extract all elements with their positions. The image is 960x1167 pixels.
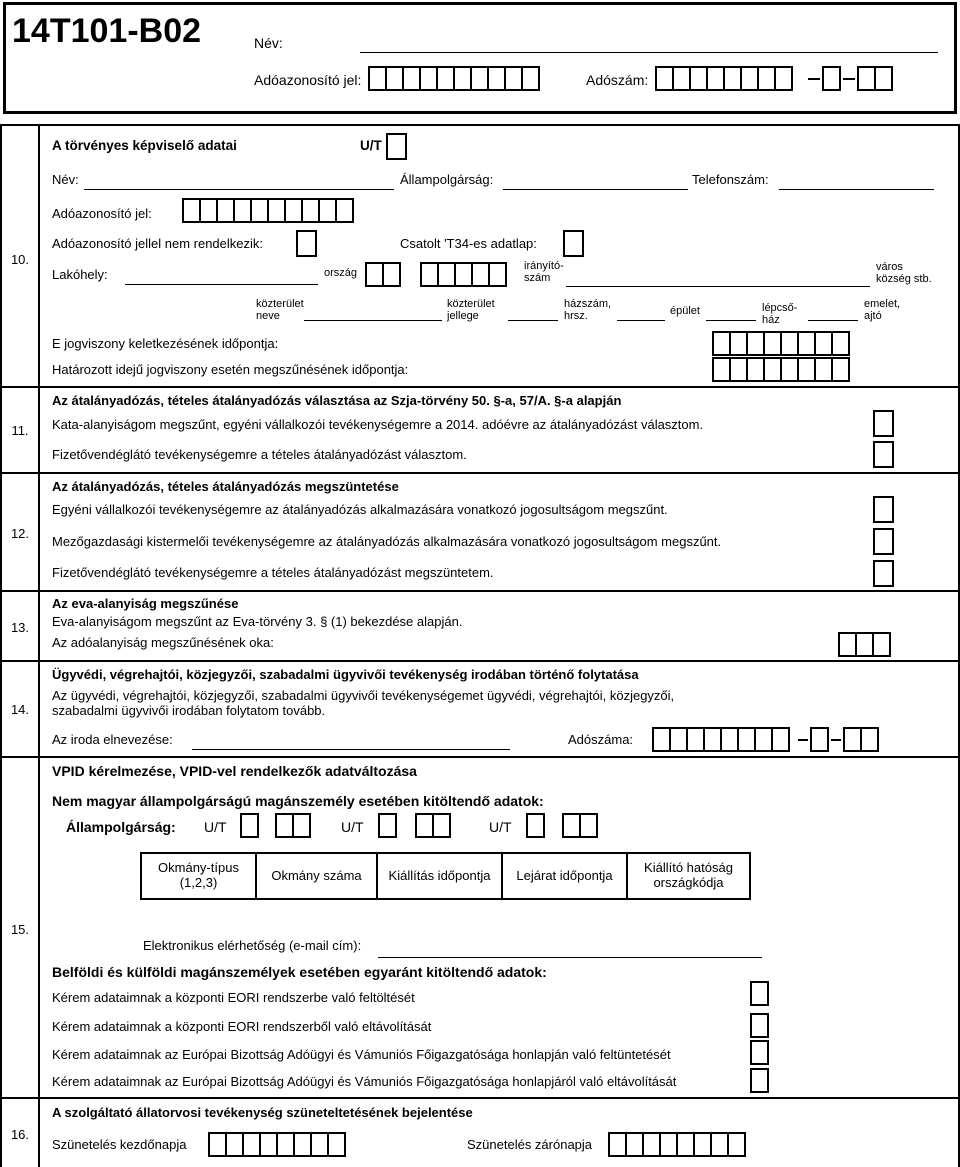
- s15-eori-remove-checkbox[interactable]: [750, 1013, 769, 1038]
- separator-s12-s13: [0, 590, 960, 592]
- s10-house-label-2: hrsz.: [564, 310, 588, 322]
- s15-eori-remove-label: Kérem adataimnak a központi EORI rendszerből való eltávolítását: [52, 1019, 432, 1034]
- s15-col-issue-date: [376, 852, 503, 900]
- s10-end-label: Határozott idejű jogviszony esetén megszűnésének időpontja:: [52, 362, 409, 377]
- s14-text-line2: szabadalmi ügyvivői irodában folytatom tovább.: [52, 703, 326, 718]
- s15-ut-label-3: U/T: [489, 819, 512, 835]
- s15-eu-add-label: Kérem adataimnak az Európai Bizottság Adóügyi és Vámuniós Főigazgatósága honlapján való feltüntetését: [52, 1047, 671, 1062]
- s10-country-code-cells[interactable]: [365, 262, 399, 287]
- s10-stair-label-1: lépcső-: [762, 302, 798, 314]
- s15-col-issue-date-text: Kiállítás időpontja: [388, 867, 491, 883]
- s15-ut-checkbox-3[interactable]: [526, 813, 545, 838]
- s15-citizenship-label: Állampolgárság:: [66, 819, 176, 835]
- s15-col-doc-number: [255, 852, 378, 900]
- s16-start-label: Szünetelés kezdőnapja: [52, 1137, 187, 1152]
- header-dash-1: [808, 78, 820, 80]
- s10-start-label: E jogviszony keletkezésének időpontja:: [52, 336, 279, 351]
- s11-item2-checkbox[interactable]: [873, 441, 894, 468]
- s12-item3-checkbox[interactable]: [873, 560, 894, 587]
- s10-floor-label-1: emelet,: [864, 298, 901, 310]
- s10-stair-label-2: ház: [762, 314, 780, 326]
- separator-s11-s12: [0, 472, 960, 474]
- s15-citizenship-code-cells-2[interactable]: [415, 813, 449, 838]
- s12-item2-checkbox[interactable]: [873, 528, 894, 555]
- s15-col-issuer: [626, 852, 751, 900]
- s15-eori-add-checkbox[interactable]: [750, 981, 769, 1006]
- header-tax-id-cells[interactable]: [368, 66, 538, 91]
- s10-t34-label: Csatolt 'T34-es adatlap:: [400, 236, 537, 251]
- s15-ut-label-1: U/T: [204, 819, 227, 835]
- header-tax-id-label: Adóazonosító jel:: [254, 72, 362, 88]
- s14-tax-number-label: Adószáma:: [568, 732, 634, 747]
- s15-eu-remove-checkbox[interactable]: [750, 1068, 769, 1093]
- s14-office-input[interactable]: [192, 749, 510, 750]
- s13-reason-code-cells[interactable]: [838, 632, 889, 657]
- s12-item1-label: Egyéni vállalkozói tevékenységemre az átalányadózás alkalmazására vonatkozó jogosultságom megszűnt.: [52, 502, 668, 517]
- s10-floor-label-2: ajtó: [864, 310, 882, 322]
- header-tax-number-cells[interactable]: [655, 66, 791, 91]
- s10-end-date-cells[interactable]: [712, 357, 848, 382]
- s14-tax-number-cells[interactable]: [652, 727, 788, 752]
- s15-col-expiry-date: [501, 852, 628, 900]
- separator-s14-s15: [0, 756, 960, 758]
- s14-vat-code-cell[interactable]: [810, 727, 829, 752]
- s10-name-input[interactable]: [84, 189, 394, 190]
- s10-street-name-input[interactable]: [304, 320, 442, 321]
- s16-number: 16.: [10, 1127, 30, 1142]
- header-tax-number-label: Adószám:: [586, 72, 649, 88]
- s10-title: A törvényes képviselő adatai: [52, 138, 237, 153]
- s15-col-doc-type-line1: Okmány-típus: [158, 860, 239, 876]
- s12-item3-label: Fizetővendéglátó tevékenységemre a tételes átalányadózást megszüntetem.: [52, 565, 494, 580]
- s10-t34-checkbox[interactable]: [563, 230, 584, 257]
- s10-start-date-cells[interactable]: [712, 331, 848, 356]
- s14-dash-2: [831, 739, 841, 741]
- s10-no-tax-id-checkbox[interactable]: [296, 230, 317, 257]
- s15-foreign-title: Nem magyar állampolgárságú magánszemély esetében kitöltendő adatok:: [52, 793, 544, 809]
- s14-number: 14.: [10, 702, 30, 717]
- s15-eu-remove-label: Kérem adataimnak az Európai Bizottság Adóügyi és Vámuniós Főigazgatósága honlapjáról való eltávolítását: [52, 1074, 677, 1089]
- s12-item1-checkbox[interactable]: [873, 496, 894, 523]
- s15-col-expiry-date-text: Lejárat időpontja: [516, 867, 613, 883]
- s10-house-input[interactable]: [617, 320, 665, 321]
- s12-title: Az átalányadózás, tételes átalányadózás megszüntetése: [52, 479, 399, 494]
- s10-number: 10.: [10, 252, 30, 267]
- s11-title: Az átalányadózás, tételes átalányadózás választása az Szja-törvény 50. §-a, 57/A. §-a alapján: [52, 393, 622, 408]
- s10-city-label-1: város: [876, 261, 903, 273]
- s10-tax-id-label: Adóazonosító jel:: [52, 206, 152, 221]
- s11-item2-label: Fizetővendéglátó tevékenységemre a tételes átalányadózást választom.: [52, 447, 467, 462]
- s10-country-label: ország: [324, 267, 358, 279]
- s16-title: A szolgáltató állatorvosi tevékenység szüneteltetésének bejelentése: [52, 1105, 473, 1120]
- s12-item2-label: Mezőgazdasági kistermelői tevékenységemre az átalányadózás alkalmazására vonatkozó jogosultságom megszűnt.: [52, 534, 722, 549]
- s14-office-label: Az iroda elnevezése:: [52, 732, 173, 747]
- s15-citizenship-code-cells-3[interactable]: [562, 813, 596, 838]
- s10-house-label-1: házszám,: [564, 298, 612, 310]
- s15-ut-checkbox-2[interactable]: [378, 813, 397, 838]
- s10-citizenship-label: Állampolgárság:: [400, 172, 494, 187]
- s14-county-code-cells[interactable]: [843, 727, 877, 752]
- s10-phone-label: Telefonszám:: [692, 172, 769, 187]
- s15-ut-checkbox-1[interactable]: [240, 813, 259, 838]
- s10-postal-code-label-1: irányító-: [524, 260, 564, 272]
- s15-col-issuer-line2: országkódja: [653, 875, 724, 890]
- s10-stair-input[interactable]: [808, 320, 858, 321]
- s15-col-doc-type-line2: (1,2,3): [179, 875, 218, 890]
- s14-text-line1: Az ügyvédi, végrehajtói, közjegyzői, szabadalmi ügyvivői tevékenységemet ügyvédi, végrehajtói, közjegyzői,: [52, 688, 675, 703]
- s15-number: 15.: [10, 922, 30, 937]
- s13-item1-label: Eva-alanyiságom megszűnt az Eva-törvény 3. § (1) bekezdése alapján.: [52, 614, 463, 629]
- s10-street-name-label-2: neve: [256, 310, 280, 322]
- s10-tax-id-cells[interactable]: [182, 198, 352, 223]
- s10-street-type-label-1: közterület: [447, 298, 495, 310]
- s12-number: 12.: [10, 526, 30, 541]
- s11-item1-checkbox[interactable]: [873, 410, 894, 437]
- s15-title: VPID kérelmezése, VPID-vel rendelkezők adatváltozása: [52, 763, 417, 779]
- header-name-input[interactable]: [360, 52, 938, 53]
- s15-eori-add-label: Kérem adataimnak a központi EORI rendszerbe való feltöltését: [52, 990, 415, 1005]
- s10-postal-code-label-2: szám: [524, 272, 551, 284]
- s16-start-date-cells[interactable]: [208, 1132, 344, 1157]
- s10-ut-checkbox[interactable]: [386, 133, 407, 160]
- s10-phone-input[interactable]: [779, 189, 934, 190]
- s11-item1-label: Kata-alanyiságom megszűnt, egyéni vállalkozói tevékenységemre a 2014. adóévre az átalányadózást választom.: [52, 417, 704, 432]
- s16-end-label: Szünetelés zárónapja: [467, 1137, 593, 1152]
- s10-name-label: Név:: [52, 172, 79, 187]
- header-name-label: Név:: [254, 35, 283, 51]
- s10-city-label-2: község stb.: [876, 273, 932, 285]
- header-vat-code-cell[interactable]: [822, 66, 841, 91]
- header-dash-2: [843, 78, 855, 80]
- s15-both-title: Belföldi és külföldi magánszemélyek esetében egyaránt kitöltendő adatok:: [52, 964, 547, 980]
- s13-number: 13.: [10, 620, 30, 635]
- header-county-code-cells[interactable]: [857, 66, 891, 91]
- s15-eu-add-checkbox[interactable]: [750, 1040, 769, 1065]
- s10-citizenship-input[interactable]: [503, 189, 688, 190]
- s10-street-name-label-1: közterület: [256, 298, 304, 310]
- s14-dash-1: [798, 739, 808, 741]
- s10-street-type-input[interactable]: [508, 320, 558, 321]
- s15-email-input[interactable]: [378, 957, 762, 958]
- s15-col-doc-type: [140, 852, 257, 900]
- separator-s10-s11: [0, 386, 960, 388]
- s10-building-input[interactable]: [706, 320, 756, 321]
- s10-postal-code-cells[interactable]: [420, 262, 505, 287]
- separator-s15-s16: [0, 1097, 960, 1099]
- s10-city-input[interactable]: [566, 286, 870, 287]
- s15-col-issuer-line1: Kiállító hatóság: [644, 860, 733, 876]
- number-column-divider: [38, 124, 40, 1167]
- s10-country-input[interactable]: [125, 284, 318, 285]
- s10-street-type-label-2: jellege: [447, 310, 479, 322]
- s16-end-date-cells[interactable]: [608, 1132, 744, 1157]
- s13-item2-label: Az adóalanyiság megszűnésének oka:: [52, 635, 274, 650]
- s10-building-label: épület: [670, 305, 700, 317]
- form-code: 14T101-B02: [12, 12, 202, 50]
- s15-ut-label-2: U/T: [341, 819, 364, 835]
- s10-no-tax-id-label: Adóazonosító jellel nem rendelkezik:: [52, 236, 264, 251]
- separator-s13-s14: [0, 660, 960, 662]
- s11-number: 11.: [11, 423, 29, 438]
- s15-col-doc-number-text: Okmány száma: [271, 867, 362, 883]
- s15-email-label: Elektronikus elérhetőség (e-mail cím):: [143, 938, 362, 953]
- s14-title: Ügyvédi, végrehajtói, közjegyzői, szabadalmi ügyvivői tevékenység irodában történő folytatása: [52, 667, 639, 682]
- s10-ut-label: U/T: [360, 138, 382, 153]
- s15-citizenship-code-cells-1[interactable]: [275, 813, 309, 838]
- s13-title: Az eva-alanyiság megszűnése: [52, 596, 239, 611]
- s10-residence-label: Lakóhely:: [52, 267, 108, 282]
